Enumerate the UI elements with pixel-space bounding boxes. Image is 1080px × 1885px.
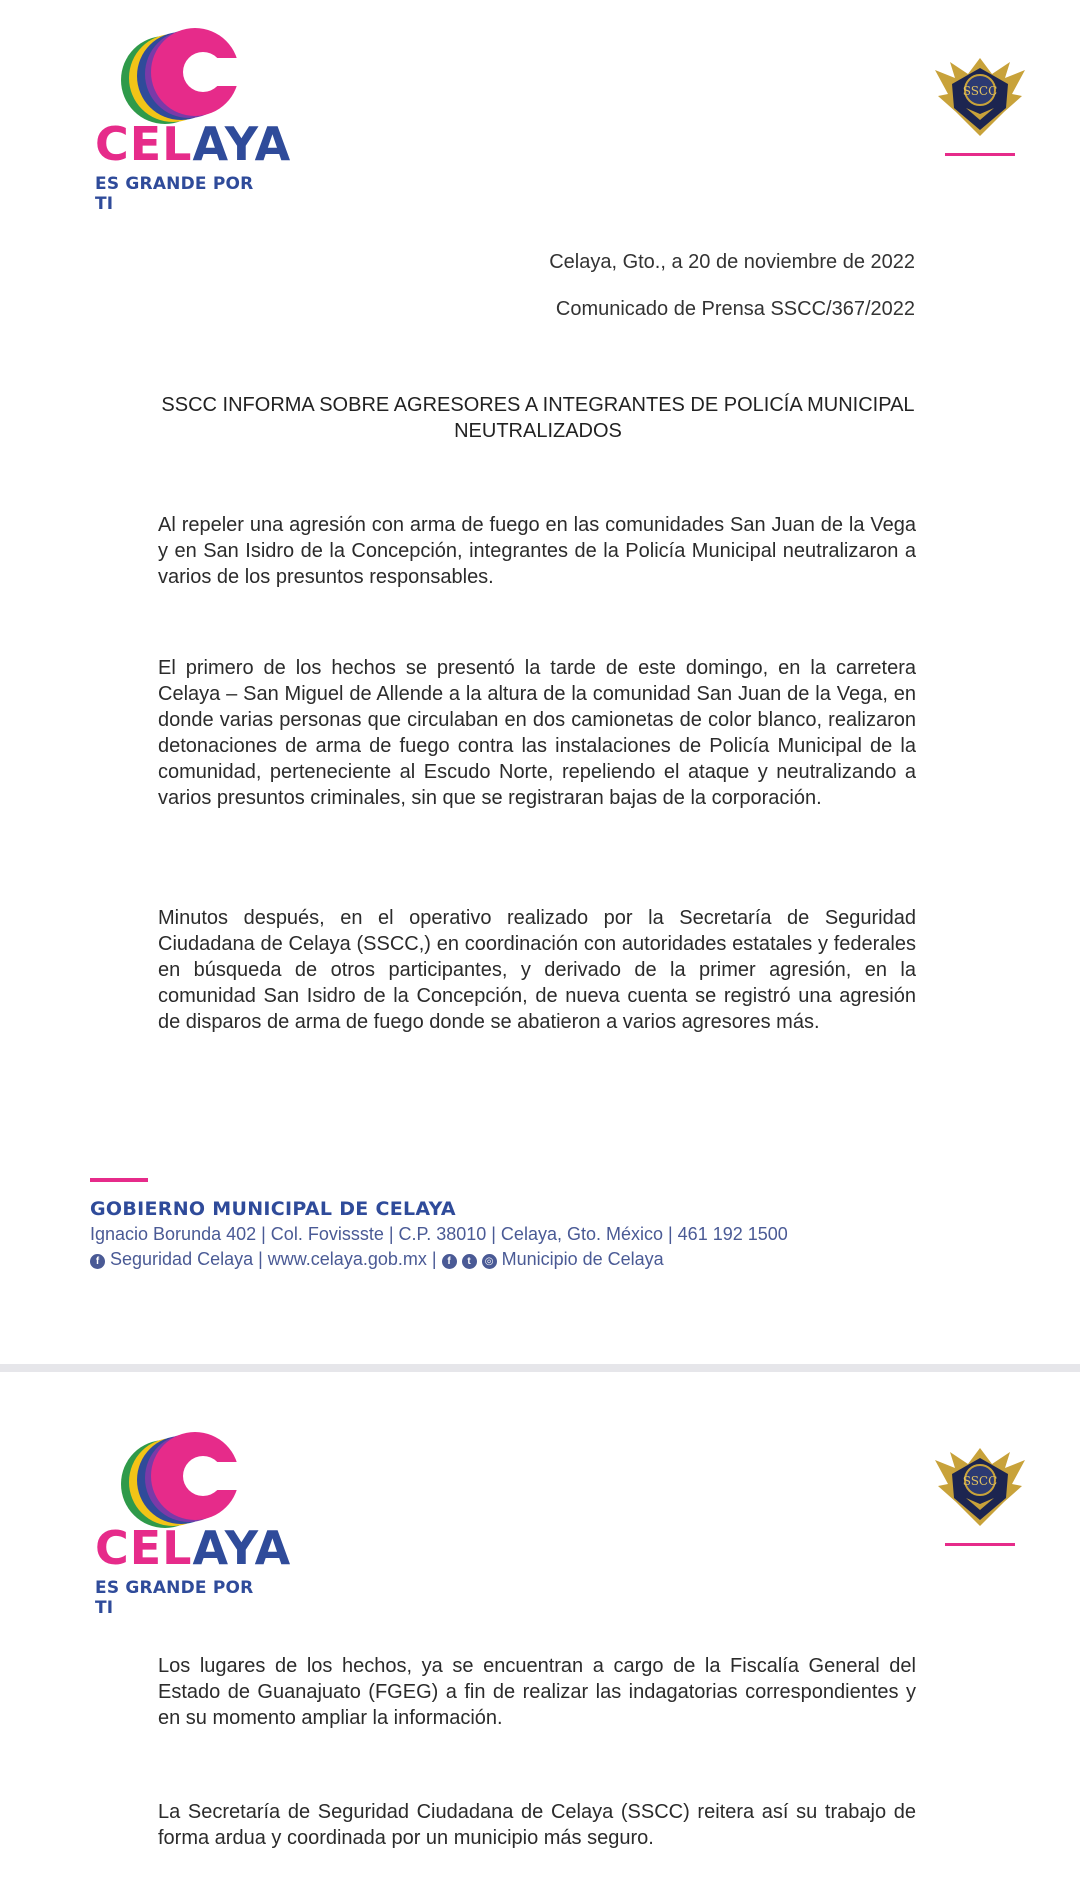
facebook-icon[interactable]: f — [90, 1254, 105, 1269]
brand-slogan: ES GRANDE POR TI — [95, 174, 254, 214]
brand-wordmark: CELAYA — [95, 1521, 292, 1575]
celaya-c-mark-icon — [95, 28, 245, 128]
footer — [90, 1178, 788, 1270]
celaya-logo — [95, 1432, 292, 1618]
press-title-line-1: SSCC INFORMA SOBRE AGRESORES A INTEGRANTES DE POLICÍA MUNICIPAL — [161, 394, 915, 416]
paragraph-2: El primero de los hechos se presentó la tarde de este domingo, en la carretera Celaya – San Miguel de Allende a la altura de la comunidad San Juan de la Vega, en donde varias personas que circulaban en dos camionetas de color blanco, realizaron detonaciones de arma de fuego contra las instalaciones de Policía Municipal de la comunidad, perteneciente al Escudo Norte, repeliendo el ataque y neutralizando a varios presuntos criminales, sin que se registraran bajas de la corporación. — [158, 657, 916, 809]
seal-underline — [945, 1543, 1015, 1546]
brand-slogan: ES GRANDE POR TI — [95, 1578, 254, 1618]
seal-label: SSCC — [962, 1474, 998, 1488]
footer-org: GOBIERNO MUNICIPAL DE CELAYA — [90, 1198, 456, 1220]
paragraph-5: La Secretaría de Seguridad Ciudadana de Celaya (SSCC) reitera así su trabajo de forma ardua y coordinada por un municipio más seguro. — [158, 1801, 916, 1849]
document-page-2 — [0, 1372, 1080, 1885]
footer-social — [90, 1249, 788, 1270]
eagle-seal-icon — [930, 1440, 1030, 1530]
seal-label: SSCC — [962, 84, 998, 98]
press-release-number: Comunicado de Prensa SSCC/367/2022 — [555, 298, 915, 320]
twitter-icon[interactable]: t — [462, 1254, 477, 1269]
paragraph-3: Minutos después, en el operativo realizado por la Secretaría de Seguridad Ciudadana de Celaya (SSCC,) en coordinación con autoridades estatales y federales en búsqueda de otros participantes, y derivado de la primer agresión, en la comunidad San Isidro de la Concepción, de nueva cuenta se registró una agresión de disparos de arma de fuego donde se abatieron a varios agresores más. — [158, 907, 916, 1033]
sscc-seal — [930, 1440, 1030, 1546]
eagle-seal-icon — [930, 50, 1030, 140]
paragraph-4: Los lugares de los hechos, ya se encuentran a cargo de la Fiscalía General del Estado de Guanajuato (FGEG) a fin de realizar las indagatorias correspondientes y en su momento ampliar la información. — [158, 1655, 916, 1729]
page-separator — [0, 1364, 1080, 1372]
celaya-c-mark-icon — [95, 1432, 245, 1532]
brand-wordmark: CELAYA — [95, 117, 292, 171]
seal-underline — [945, 153, 1015, 156]
instagram-icon[interactable]: ◎ — [482, 1254, 497, 1269]
footer-social-left: Seguridad Celaya | www.celaya.gob.mx | — [110, 1249, 437, 1269]
footer-social-right: Municipio de Celaya — [501, 1249, 664, 1269]
paragraph-1: Al repeler una agresión con arma de fuego en las comunidades San Juan de la Vega y en San Isidro de la Concepción, integrantes de la Policía Municipal neutralizaron a varios de los presuntos responsables. — [158, 514, 916, 588]
celaya-logo — [95, 28, 292, 214]
press-title — [160, 392, 916, 444]
facebook-icon[interactable]: f — [442, 1254, 457, 1269]
sscc-seal — [930, 50, 1030, 156]
place-date: Celaya, Gto., a 20 de noviembre de 2022 — [549, 251, 915, 273]
press-title-line-2: NEUTRALIZADOS — [454, 420, 622, 442]
footer-address: Ignacio Borunda 402 | Col. Fovissste | C.P. 38010 | Celaya, Gto. México | 461 192 1500 — [90, 1224, 788, 1244]
footer-accent-bar — [90, 1178, 148, 1182]
